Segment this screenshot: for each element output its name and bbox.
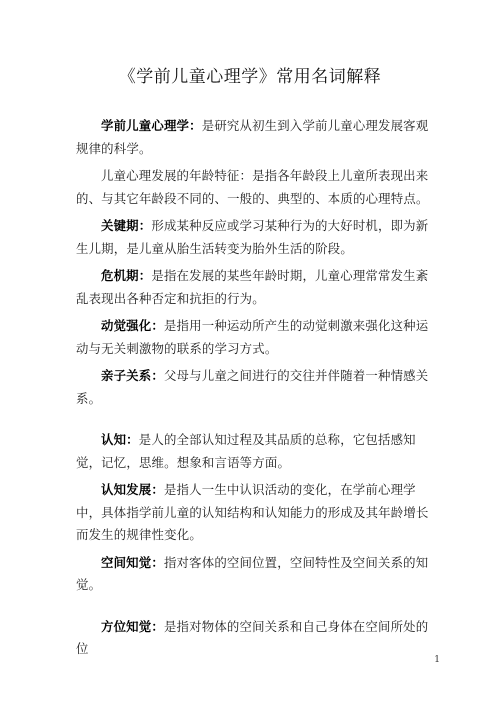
- page-number: 1: [434, 655, 440, 665]
- entry-definition: 是研究从初生到入学前儿童心理发展客观规律的科学。: [76, 118, 429, 156]
- entry-definition: 指对客体的空间位置，空间特性及空间关系的知觉。: [76, 554, 429, 592]
- entry-term: 空间知觉：: [101, 554, 164, 570]
- entry-definition: 父母与儿童之间进行的交往并伴随着一种情感关系。: [76, 368, 429, 406]
- entry-space-perception: [76, 552, 432, 597]
- entry-age-characteristics: [76, 165, 432, 210]
- entry-cognitive-development: [76, 479, 432, 547]
- entry-crisis-period: [76, 265, 432, 310]
- entry-term: 认知：: [101, 432, 139, 447]
- entry-kinesthetic-reinforcement: [76, 315, 432, 360]
- entry-term: 认知发展：: [101, 482, 164, 497]
- entry-definition: 是指对物体的空间关系和自己身体在空间所处的位: [76, 618, 429, 656]
- entry-orientation-perception: [76, 616, 432, 661]
- entry-cognition: [76, 429, 432, 474]
- entry-parent-child-relationship: [76, 365, 432, 410]
- entry-definition: 是指用一种运动所产生的动觉刺激来强化这种运动与无关刺激物的联系的学习方式。: [76, 318, 429, 356]
- entry-term: 危机期：: [101, 268, 152, 283]
- entry-definition: 是人的全部认知过程及其品质的总称，它包括感知觉，记忆，思维。想象和言语等方面。: [76, 432, 416, 470]
- entry-definition: 形成某种反应或学习某种行为的大好时机，即为新生儿期，是儿童从胎生活转变为胎外生活的阶段。: [76, 218, 429, 256]
- entry-term: 学前儿童心理学：: [101, 118, 202, 133]
- entry-critical-period: [76, 215, 432, 260]
- entry-term: 动觉强化：: [101, 318, 164, 333]
- document-body: [76, 115, 432, 666]
- entry-term: 方位知觉：: [101, 618, 164, 634]
- document-title: 《学前儿童心理学》常用名词解释: [118, 67, 382, 87]
- entry-preschool-child-psychology: [76, 115, 432, 160]
- entry-definition: 儿童心理发展的年龄特征：是指各年龄段上儿童所表现出来的、与其它年龄段不同的、一般的、典型的、本质的心理特点。: [76, 168, 429, 206]
- entry-definition: 是指在发展的某些年龄时期，儿童心理常常发生紊乱表现出各种否定和抗拒的行为。: [76, 268, 429, 306]
- entry-definition: 是指人一生中认识活动的变化，在学前心理学中，具体指学前儿童的认知结构和认知能力的形成及其年龄增长而发生的规律性变化。: [76, 482, 429, 542]
- entry-term: 关键期：: [101, 218, 152, 233]
- entry-term: 亲子关系：: [101, 368, 164, 383]
